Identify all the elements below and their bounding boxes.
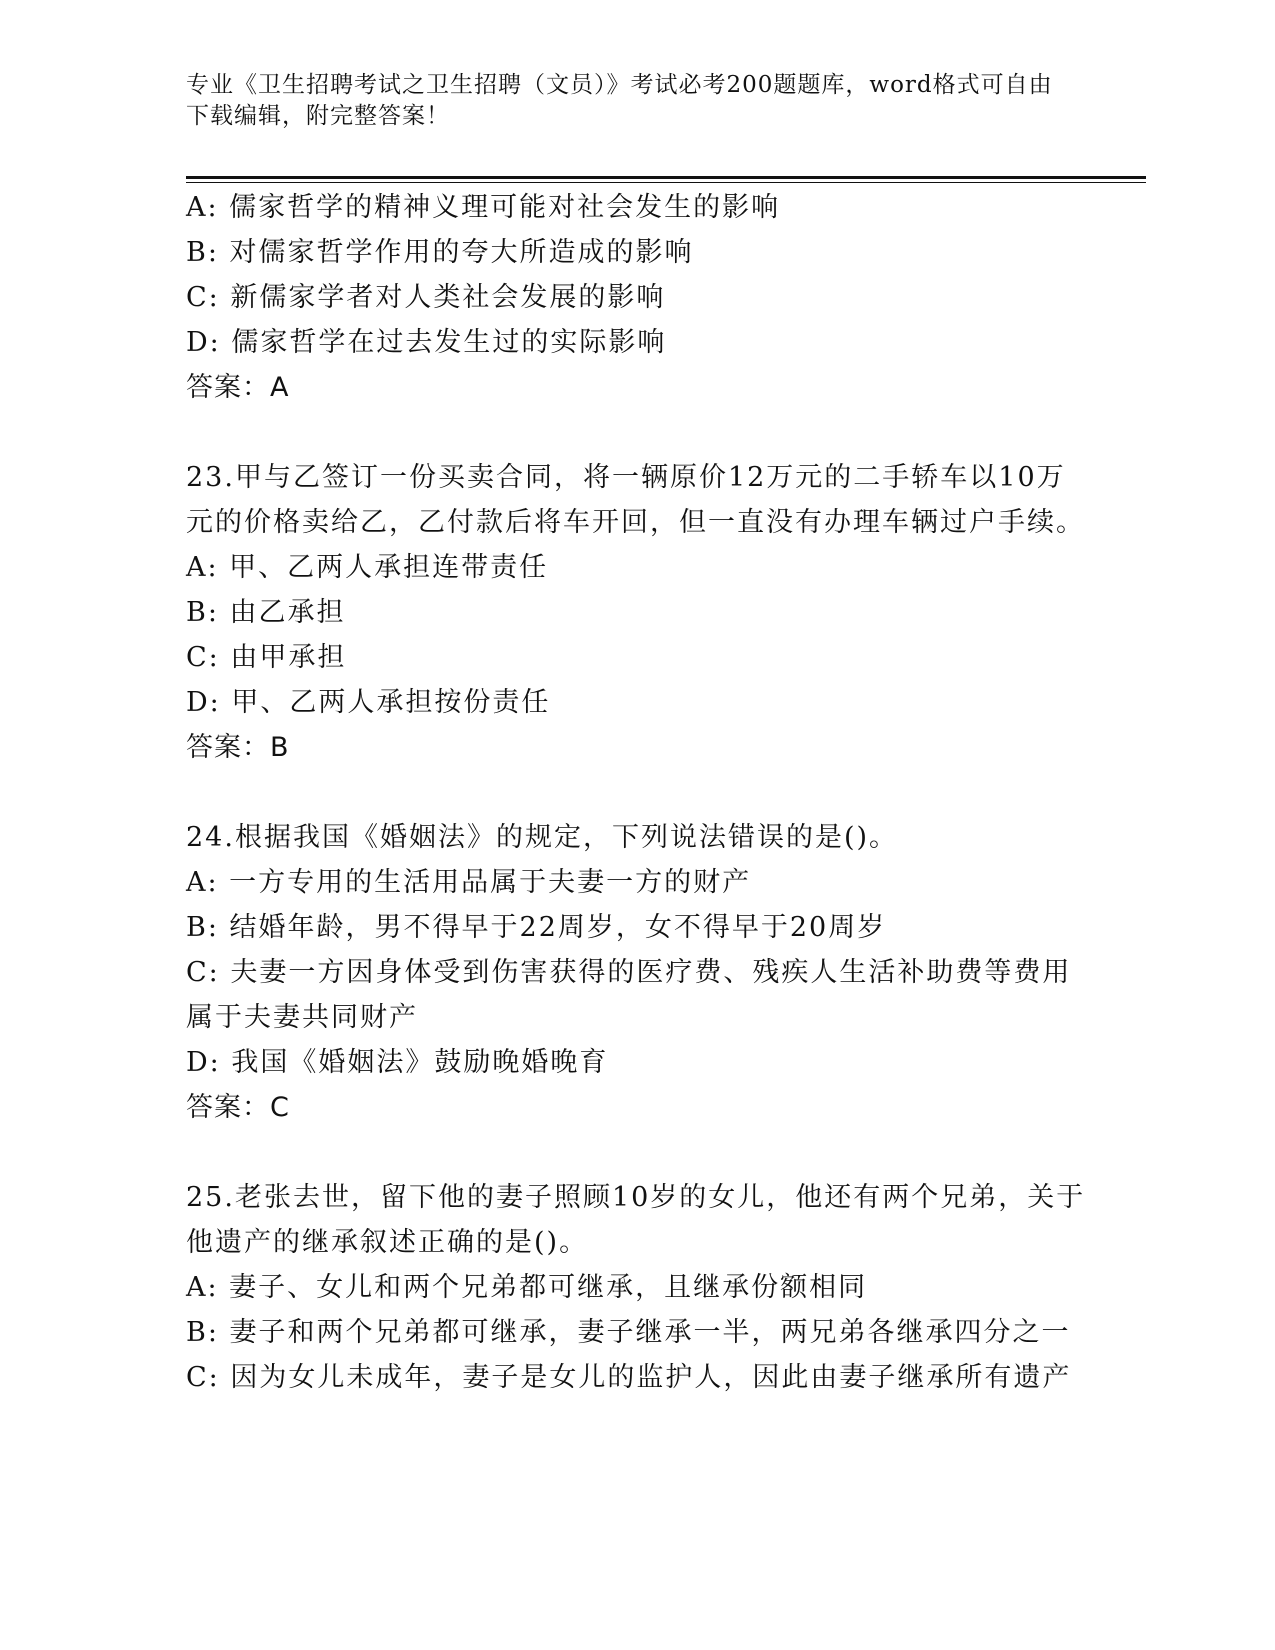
option-d: D: 甲、乙两人承担按份责任: [186, 687, 551, 718]
answer-line: 答案：B: [186, 732, 290, 763]
header-divider-thick: [186, 176, 1146, 179]
option-b: B: 对儒家哲学作用的夸大所造成的影响: [186, 237, 694, 268]
option-a: A: 儒家哲学的精神义理可能对社会发生的影响: [186, 192, 781, 223]
question-spacer: [186, 770, 1086, 815]
option-c: C: 新儒家学者对人类社会发展的影响: [186, 282, 666, 313]
question-spacer: [186, 410, 1086, 455]
question-25: [186, 1175, 1086, 1400]
option-c: C: 由甲承担: [186, 642, 347, 673]
answer-line: 答案：C: [186, 1092, 290, 1123]
option-d: D: 我国《婚姻法》鼓励晚婚晚育: [186, 1047, 609, 1078]
option-a: A: 一方专用的生活用品属于夫妻一方的财产: [186, 867, 752, 898]
question-list: [186, 185, 1086, 1400]
option-a: A: 甲、乙两人承担连带责任: [186, 552, 549, 583]
header-divider-thin: [186, 182, 1146, 183]
option-b: B: 结婚年龄，男不得早于22周岁，女不得早于20周岁: [186, 912, 887, 943]
question-23: [186, 455, 1086, 770]
question-spacer: [186, 1130, 1086, 1175]
document-header: 专业《卫生招聘考试之卫生招聘（文员）》考试必考200题题库，word格式可自由下载编辑，附完整答案！: [186, 72, 1053, 129]
option-d: D: 儒家哲学在过去发生过的实际影响: [186, 327, 667, 358]
option-b: B: 由乙承担: [186, 597, 346, 628]
option-c: C: 夫妻一方因身体受到伤害获得的医疗费、残疾人生活补助费等费用属于夫妻共同财产: [186, 957, 1072, 1033]
option-c: C: 因为女儿未成年，妻子是女儿的监护人，因此由妻子继承所有遗产: [186, 1362, 1072, 1393]
question-24: [186, 815, 1086, 1130]
question-stem: 24.根据我国《婚姻法》的规定，下列说法错误的是()。: [186, 822, 899, 853]
question-stem: 25.老张去世，留下他的妻子照顾10岁的女儿，他还有两个兄弟，关于他遗产的继承叙述正确的是()。: [186, 1182, 1086, 1258]
option-a: A: 妻子、女儿和两个兄弟都可继承，且继承份额相同: [186, 1272, 868, 1303]
question-22: [186, 185, 1086, 410]
question-stem: 23.甲与乙签订一份买卖合同，将一辆原价12万元的二手轿车以10万元的价格卖给乙，乙付款后将车开回，但一直没有办理车辆过户手续。: [186, 462, 1085, 538]
answer-line: 答案：A: [186, 372, 290, 403]
option-b: B: 妻子和两个兄弟都可继承，妻子继承一半，两兄弟各继承四分之一: [186, 1317, 1071, 1348]
